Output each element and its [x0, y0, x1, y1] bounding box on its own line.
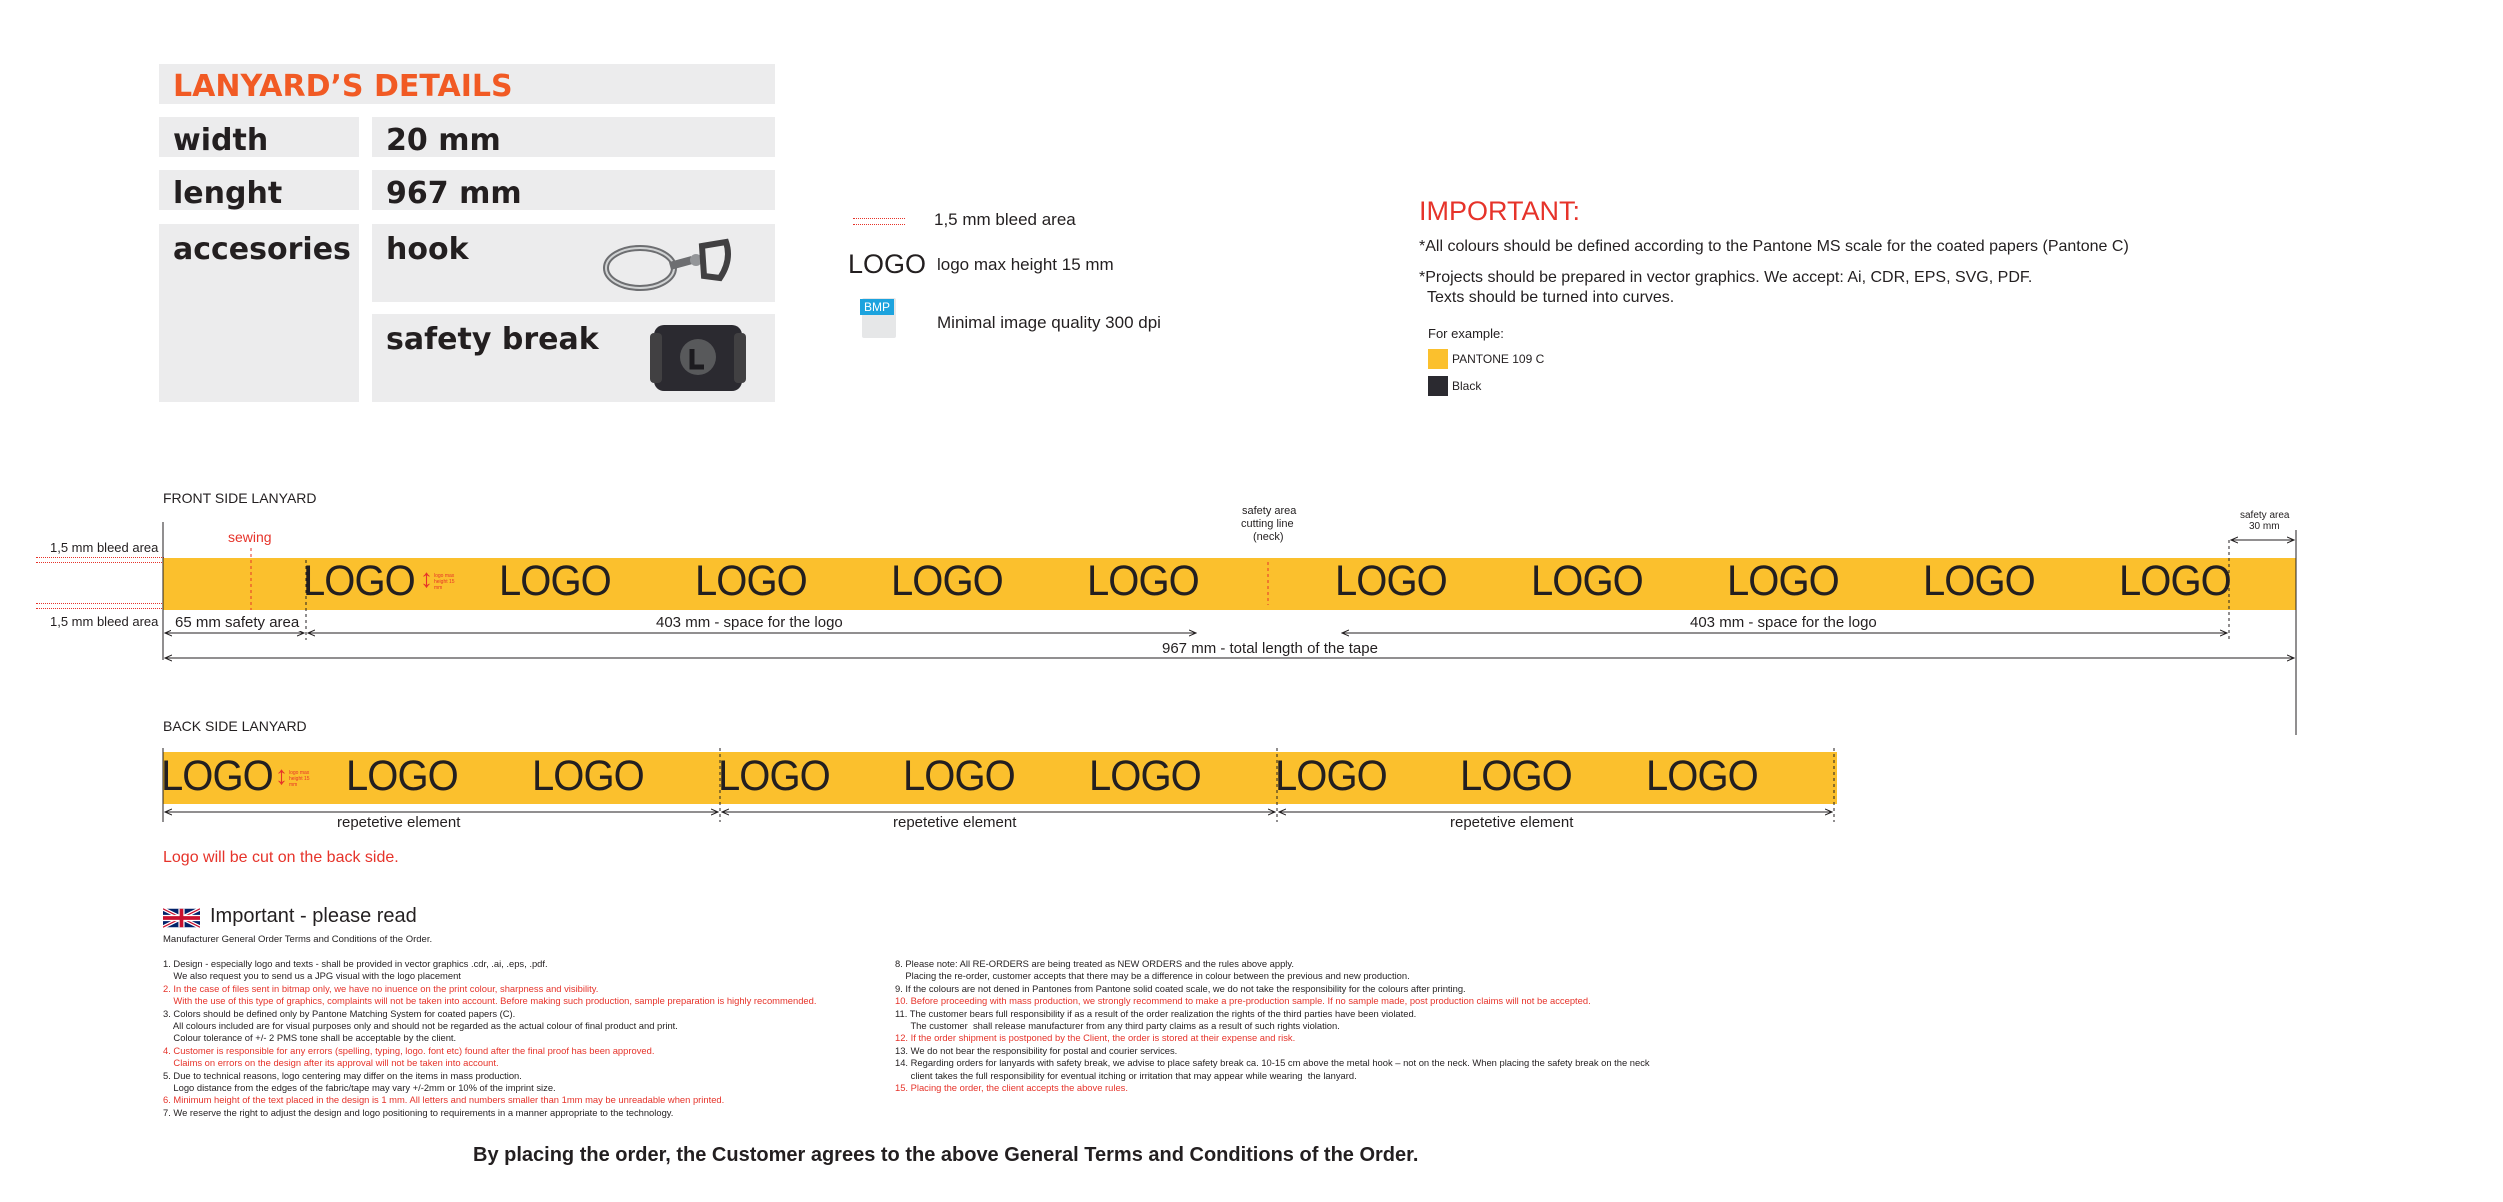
black-swatch-label: Black — [1452, 379, 1482, 393]
back-logo-height-arrow-icon: ↕ — [275, 760, 288, 790]
front-logo: LOGO — [2119, 557, 2231, 605]
front-logo-height-arrow-icon: ↕ — [420, 563, 433, 593]
front-bleed-bottom-label: 1,5 mm bleed area — [50, 614, 159, 629]
terms-left-column — [163, 958, 816, 1119]
accessories-label: accesories — [173, 232, 351, 267]
sewing-label: sewing — [228, 529, 272, 545]
front-logo: LOGO — [1531, 557, 1643, 605]
terms-line: The customer shall release manufacturer from any third party claims as a result of such rights violation. — [895, 1020, 1340, 1032]
terms-line: 4. Customer is responsible for any errors (spelling, typing, logo. font etc) found after the final proof has been approved. — [163, 1044, 655, 1056]
terms-line: We also request you to send us a JPG visual with the logo placement — [163, 970, 461, 982]
terms-footer: By placing the order, the Customer agrees to the above General Terms and Conditions of the Order. — [473, 1144, 1419, 1166]
front-heading: FRONT SIDE LANYARD — [163, 490, 317, 506]
back-logo: LOGO — [1275, 752, 1387, 800]
important-title: IMPORTANT: — [1419, 196, 1581, 226]
back-logo: LOGO — [718, 752, 830, 800]
uk-flag-icon — [163, 908, 200, 928]
front-logo: LOGO — [1087, 557, 1199, 605]
neck-label-2: cutting line — [1241, 518, 1294, 530]
terms-line: 2. In the case of files sent in bitmap only, we have no inuence on the print colour, sharpness and visibility. — [163, 982, 599, 994]
dim-space-front-2: 403 mm - space for the logo — [1686, 614, 1881, 631]
terms-line: 11. The customer bears full responsibility if as a result of the order realization the rights of the third parties have been violated. — [895, 1007, 1417, 1019]
terms-subheading: Manufacturer General Order Terms and Conditions of the Order. — [163, 934, 433, 945]
repeat-label-2: repetetive element — [893, 814, 1017, 831]
neck-label-1: safety area — [1242, 505, 1297, 517]
pantone-swatch-label: PANTONE 109 C — [1452, 352, 1545, 366]
terms-line: client takes the full responsibility for eventual itching or irritation that may appear while wearing the lanyard. — [895, 1069, 1357, 1081]
back-logo: LOGO — [1089, 752, 1201, 800]
terms-line: 12. If the order shipment is postponed by the Client, the order is stored at their expense and risk. — [895, 1032, 1296, 1044]
terms-line: Colour tolerance of +/- 2 PMS tone shall be acceptable by the client. — [163, 1032, 457, 1044]
dim-safety-area: 65 mm safety area — [171, 614, 303, 631]
quality-legend-text: Minimal image quality 300 dpi — [937, 313, 1161, 332]
repeat-label-3: repetetive element — [1450, 814, 1574, 831]
dim-total-length: 967 mm - total length of the tape — [1158, 640, 1382, 657]
terms-line: All colours included are for visual purposes only and should not be regarded as the actual colour of final product and print. — [163, 1020, 678, 1032]
terms-line: Placing the re-order, customer accepts that there may be a difference in colour between the previous and new production. — [895, 970, 1410, 982]
back-logo: LOGO — [161, 752, 273, 800]
length-value: 967 mm — [386, 176, 522, 211]
terms-heading: Important - please read — [210, 905, 417, 927]
terms-line: Claims on errors on the design after its approval will not be taken into account. — [163, 1057, 499, 1069]
terms-line: 6. Minimum height of the text placed in the design is 1 mm. All letters and numbers smaller than 1mm may be unreadable when printed. — [163, 1094, 725, 1106]
front-logo: LOGO — [499, 557, 611, 605]
front-logo: LOGO — [1923, 557, 2035, 605]
front-logo: LOGO — [1727, 557, 1839, 605]
terms-line: 1. Design - especially logo and texts - shall be provided in vector graphics .cdr, .ai, .eps, .pdf. — [163, 958, 548, 969]
terms-line: 3. Colors should be defined only by Pantone Matching System for coated papers (C). — [163, 1007, 516, 1019]
bmp-badge: BMP — [860, 299, 894, 315]
front-bleed-top-label: 1,5 mm bleed area — [50, 540, 159, 555]
terms-line: 10. Before proceeding with mass production, we strongly recommend to make a pre-production sample. If no sample made, post production claims will not be accepted. — [895, 995, 1591, 1007]
safety-break-label: safety break — [386, 322, 599, 357]
back-cut-note: Logo will be cut on the back side. — [163, 849, 399, 866]
terms-line: 8. Please note: All RE-ORDERS are being treated as NEW ORDERS and the rules above apply. — [895, 958, 1294, 969]
terms-line: 5. Due to technical reasons, logo centering may differ on the items in mass production. — [163, 1069, 522, 1081]
width-label: width — [173, 123, 269, 158]
back-logo: LOGO — [1646, 752, 1758, 800]
safety30-label-2: 30 mm — [2249, 521, 2280, 532]
front-logo: LOGO — [303, 557, 415, 605]
back-logo: LOGO — [903, 752, 1015, 800]
example-label: For example: — [1428, 326, 1504, 341]
dim-space-front-1: 403 mm - space for the logo — [652, 614, 847, 631]
neck-label-3: (neck) — [1253, 531, 1284, 543]
back-logo-height-text: logo max height 15 mm — [289, 770, 310, 788]
terms-line: Logo distance from the edges of the fabric/tape may vary +/-2mm or 10% of the imprint size. — [163, 1082, 556, 1094]
width-value: 20 mm — [386, 123, 501, 158]
logo-legend-word: LOGO — [848, 249, 927, 279]
back-logo: LOGO — [1460, 752, 1572, 800]
front-logo: LOGO — [695, 557, 807, 605]
front-logo: LOGO — [1335, 557, 1447, 605]
front-logo: LOGO — [891, 557, 1003, 605]
important-line-2: *Projects should be prepared in vector graphics. We accept: Ai, CDR, EPS, SVG, PDF. — [1419, 269, 2033, 286]
logo-legend-text: logo max height 15 mm — [937, 255, 1114, 274]
important-line-3: Texts should be turned into curves. — [1427, 289, 1675, 306]
terms-line: 15. Placing the order, the client accepts the above rules. — [895, 1082, 1128, 1094]
back-logo: LOGO — [532, 752, 644, 800]
safety30-label-1: safety area — [2240, 510, 2290, 521]
back-heading: BACK SIDE LANYARD — [163, 718, 307, 734]
repeat-label-1: repetetive element — [337, 814, 461, 831]
front-logo-height-text: logo max height 15 mm — [434, 573, 455, 591]
hook-label: hook — [386, 232, 469, 267]
terms-line: 14. Regarding orders for lanyards with safety break, we advise to place safety break ca. 10-15 cm above the metal hook – not on the neck. When placing the safety break on the neck — [895, 1057, 1650, 1069]
terms-right-column — [895, 958, 1650, 1094]
terms-line: With the use of this type of graphics, complaints will not be taken into account. Before making such production, sample preparation is highly recommended. — [163, 995, 817, 1007]
important-line-1: *All colours should be defined according to the Pantone MS scale for the coated papers (Pantone C) — [1419, 238, 2129, 255]
details-title: LANYARD’S DETAILS — [173, 69, 513, 104]
terms-line: 9. If the colours are not dened in Pantones from Pantone solid coated scale, we do not take the responsibility for the colours after printing. — [895, 982, 1466, 994]
back-logo: LOGO — [346, 752, 458, 800]
terms-line: 13. We do not bear the responsibility for postal and courier services. — [895, 1044, 1178, 1056]
length-label: lenght — [173, 176, 283, 211]
terms-line: 7. We reserve the right to adjust the design and logo positioning to requirements in a manner appropriate to the technology. — [163, 1106, 674, 1118]
bleed-legend-text: 1,5 mm bleed area — [934, 210, 1076, 229]
